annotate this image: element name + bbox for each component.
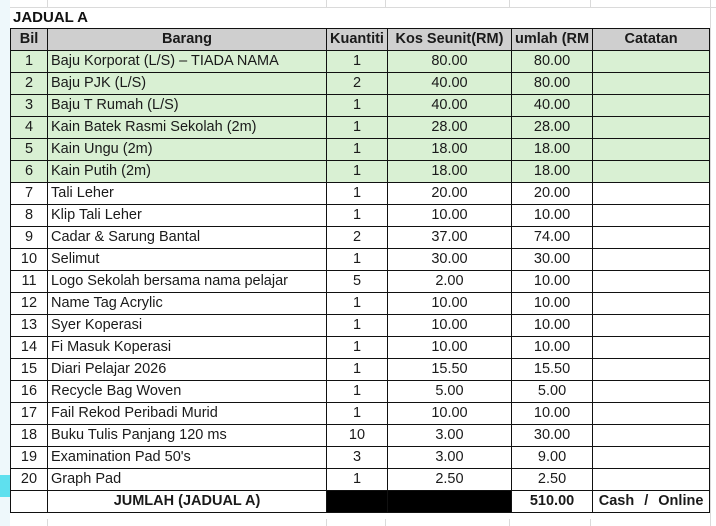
bil-cell[interactable]: 11 [11,271,48,293]
barang-cell[interactable]: Baju PJK (L/S) [48,73,327,95]
jumlah-cell[interactable]: 80.00 [511,73,592,95]
barang-cell[interactable]: Kain Ungu (2m) [48,139,327,161]
catatan-cell[interactable] [593,117,710,139]
catatan-cell[interactable] [593,447,710,469]
blacked-out-cell[interactable] [327,491,388,513]
barang-cell[interactable]: Tali Leher [48,183,327,205]
barang-cell[interactable]: Diari Pelajar 2026 [48,359,327,381]
catatan-cell[interactable] [593,469,710,491]
kuantiti-cell[interactable]: 1 [327,139,388,161]
catatan-cell[interactable] [593,293,710,315]
bil-cell[interactable]: 2 [11,73,48,95]
gridline [590,519,591,526]
table-row [11,205,710,227]
jumlah-cell[interactable]: 9.00 [511,447,592,469]
col-header-kuantiti[interactable]: Kuantiti [327,29,388,51]
payment-method[interactable]: Cash / Online [593,491,710,513]
table-row [11,73,710,95]
barang-cell[interactable]: Baju T Rumah (L/S) [48,95,327,117]
kos-seunit-cell[interactable]: 80.00 [387,51,511,73]
kuantiti-cell[interactable]: 1 [327,359,388,381]
kos-seunit-cell[interactable]: 28.00 [387,117,511,139]
bil-cell[interactable]: 9 [11,227,48,249]
kos-seunit-cell[interactable]: 10.00 [387,293,511,315]
table-row [11,315,710,337]
bil-cell[interactable]: 4 [11,117,48,139]
kos-seunit-cell[interactable]: 3.00 [387,447,511,469]
bil-cell[interactable]: 17 [11,403,48,425]
jumlah-cell[interactable]: 15.50 [511,359,592,381]
barang-cell[interactable]: Examination Pad 50's [48,447,327,469]
kuantiti-cell[interactable]: 1 [327,381,388,403]
catatan-cell[interactable] [593,205,710,227]
bil-cell[interactable]: 3 [11,95,48,117]
jumlah-cell[interactable]: 10.00 [511,293,592,315]
kos-seunit-cell[interactable]: 10.00 [387,205,511,227]
header-row [11,29,710,51]
gridline [326,519,327,526]
jumlah-cell[interactable]: 5.00 [511,381,592,403]
table-row [11,95,710,117]
barang-cell[interactable]: Fail Rekod Peribadi Murid [48,403,327,425]
table-row [11,381,710,403]
kos-seunit-cell[interactable]: 10.00 [387,337,511,359]
table-row [11,403,710,425]
barang-cell[interactable]: Klip Tali Leher [48,205,327,227]
kuantiti-cell[interactable]: 1 [327,161,388,183]
table-row [11,293,710,315]
kos-seunit-cell[interactable]: 10.00 [387,403,511,425]
barang-cell[interactable]: Selimut [48,249,327,271]
bil-cell[interactable]: 13 [11,315,48,337]
bil-cell[interactable]: 10 [11,249,48,271]
barang-cell[interactable]: Baju Korporat (L/S) – TIADA NAMA [48,51,327,73]
catatan-cell[interactable] [593,359,710,381]
selected-row-header[interactable] [0,475,10,497]
catatan-cell[interactable] [593,139,710,161]
kuantiti-cell[interactable]: 3 [327,447,388,469]
barang-cell[interactable]: Fi Masuk Koperasi [48,337,327,359]
kos-seunit-cell[interactable]: 40.00 [387,95,511,117]
gridline [509,519,510,526]
kuantiti-cell[interactable]: 1 [327,117,388,139]
total-amount[interactable]: 510.00 [511,491,592,513]
col-header-kos-seunit[interactable]: Kos Seunit(RM) [387,29,511,51]
kos-seunit-cell[interactable]: 18.00 [387,139,511,161]
total-row [11,491,710,513]
kuantiti-cell[interactable]: 1 [327,293,388,315]
bil-cell[interactable]: 5 [11,139,48,161]
kuantiti-cell[interactable]: 1 [327,205,388,227]
catatan-cell[interactable] [593,403,710,425]
bil-cell[interactable]: 18 [11,425,48,447]
jumlah-cell[interactable]: 10.00 [511,205,592,227]
total-bil-cell[interactable] [11,491,48,513]
kuantiti-cell[interactable]: 1 [327,315,388,337]
kos-seunit-cell[interactable]: 30.00 [387,249,511,271]
kos-seunit-cell[interactable]: 3.00 [387,425,511,447]
catatan-cell[interactable] [593,315,710,337]
table-row [11,183,710,205]
catatan-cell[interactable] [593,425,710,447]
bil-cell[interactable]: 19 [11,447,48,469]
jumlah-cell[interactable]: 2.50 [511,469,592,491]
bil-cell[interactable]: 12 [11,293,48,315]
table-title[interactable]: JADUAL A [13,9,89,26]
catatan-cell[interactable] [593,183,710,205]
barang-cell[interactable]: Kain Putih (2m) [48,161,327,183]
table-row [11,359,710,381]
col-header-jumlah[interactable]: umlah (RM [511,29,592,51]
kos-seunit-cell[interactable]: 40.00 [387,73,511,95]
jumlah-cell[interactable]: 30.00 [511,249,592,271]
kuantiti-cell[interactable]: 2 [327,73,388,95]
kuantiti-cell[interactable]: 1 [327,95,388,117]
table-row [11,139,710,161]
table-row [11,447,710,469]
jumlah-cell[interactable]: 74.00 [511,227,592,249]
barang-cell[interactable]: Syer Koperasi [48,315,327,337]
bil-cell[interactable]: 16 [11,381,48,403]
bil-cell[interactable]: 8 [11,205,48,227]
catatan-cell[interactable] [593,271,710,293]
jadual-a-table [10,28,710,513]
kos-seunit-cell[interactable]: 15.50 [387,359,511,381]
jumlah-cell[interactable]: 18.00 [511,161,592,183]
kuantiti-cell[interactable]: 1 [327,51,388,73]
gridline [385,519,386,526]
kos-seunit-cell[interactable]: 37.00 [387,227,511,249]
barang-cell[interactable]: Cadar & Sarung Bantal [48,227,327,249]
jumlah-cell[interactable]: 40.00 [511,95,592,117]
kos-seunit-cell[interactable]: 2.00 [387,271,511,293]
kos-seunit-cell[interactable]: 5.00 [387,381,511,403]
table-row [11,161,710,183]
catatan-cell[interactable] [593,73,710,95]
col-header-bil[interactable]: Bil [11,29,48,51]
bil-cell[interactable]: 15 [11,359,48,381]
jumlah-cell[interactable]: 30.00 [511,425,592,447]
catatan-cell[interactable] [593,249,710,271]
table-row [11,469,710,491]
barang-cell[interactable]: Name Tag Acrylic [48,293,327,315]
bil-cell[interactable]: 6 [11,161,48,183]
catatan-cell[interactable] [593,51,710,73]
total-label[interactable]: JUMLAH (JADUAL A) [48,491,327,513]
gridline [710,0,711,526]
kos-seunit-cell[interactable]: 10.00 [387,315,511,337]
jumlah-cell[interactable]: 20.00 [511,183,592,205]
kuantiti-cell[interactable]: 1 [327,183,388,205]
catatan-cell[interactable] [593,227,710,249]
kuantiti-cell[interactable]: 1 [327,403,388,425]
kuantiti-cell[interactable]: 10 [327,425,388,447]
kuantiti-cell[interactable]: 1 [327,469,388,491]
kos-seunit-cell[interactable]: 18.00 [387,161,511,183]
blacked-out-cell[interactable] [387,491,511,513]
jumlah-cell[interactable]: 10.00 [511,403,592,425]
catatan-cell[interactable] [593,381,710,403]
row-header-strip[interactable] [0,0,10,526]
catatan-cell[interactable] [593,95,710,117]
col-header-barang[interactable]: Barang [48,29,327,51]
barang-cell[interactable]: Graph Pad [48,469,327,491]
table-row [11,271,710,293]
bil-cell[interactable]: 20 [11,469,48,491]
barang-cell[interactable]: Logo Sekolah bersama nama pelajar [48,271,327,293]
table-row [11,249,710,271]
kuantiti-cell[interactable]: 1 [327,337,388,359]
catatan-cell[interactable] [593,337,710,359]
bil-cell[interactable]: 1 [11,51,48,73]
jumlah-cell[interactable]: 10.00 [511,337,592,359]
kos-seunit-cell[interactable]: 2.50 [387,469,511,491]
bil-cell[interactable]: 7 [11,183,48,205]
jumlah-cell[interactable]: 18.00 [511,139,592,161]
table-row [11,425,710,447]
table-row [11,337,710,359]
kuantiti-cell[interactable]: 2 [327,227,388,249]
jumlah-cell[interactable]: 28.00 [511,117,592,139]
table-row [11,227,710,249]
catatan-cell[interactable] [593,161,710,183]
barang-cell[interactable]: Buku Tulis Panjang 120 ms [48,425,327,447]
gridline [10,7,716,8]
jumlah-cell[interactable]: 80.00 [511,51,592,73]
table-row [11,51,710,73]
kuantiti-cell[interactable]: 1 [327,249,388,271]
barang-cell[interactable]: Kain Batek Rasmi Sekolah (2m) [48,117,327,139]
kos-seunit-cell[interactable]: 20.00 [387,183,511,205]
table-row [11,117,710,139]
bil-cell[interactable]: 14 [11,337,48,359]
col-header-catatan[interactable]: Catatan [593,29,710,51]
jumlah-cell[interactable]: 10.00 [511,315,592,337]
gridline [47,519,48,526]
kuantiti-cell[interactable]: 5 [327,271,388,293]
jumlah-cell[interactable]: 10.00 [511,271,592,293]
barang-cell[interactable]: Recycle Bag Woven [48,381,327,403]
